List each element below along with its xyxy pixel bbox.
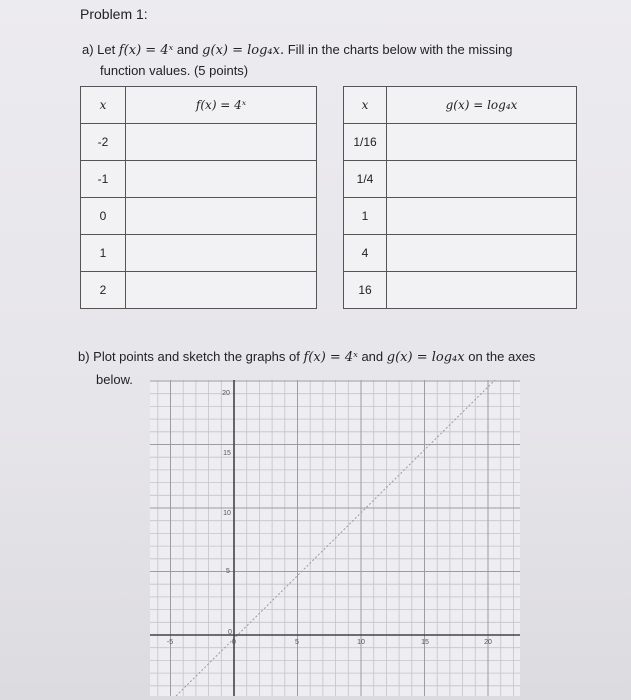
x-tick-label: 15: [421, 639, 429, 646]
table-row: [81, 235, 317, 272]
y-tick-label: 10: [223, 510, 231, 517]
x-tick-label: 5: [295, 639, 299, 646]
part-b-f-definition: f(x) = 4ˣ: [303, 350, 358, 365]
table-row: [344, 161, 577, 198]
table-header-row: [344, 87, 577, 124]
part-a-instructions: [82, 40, 602, 81]
x-column-header: x: [81, 87, 126, 124]
part-b-g-definition: g(x) = log₄x: [386, 350, 465, 365]
fx-column-header: f(x) = 4ˣ: [126, 87, 317, 124]
gx-answer-cell[interactable]: [387, 235, 577, 272]
table-row: [344, 272, 577, 309]
table-header-row: [81, 87, 317, 124]
y-tick-label: 20: [222, 390, 230, 397]
table-row: [344, 235, 577, 272]
part-a-line2: function values. (5 points): [100, 63, 249, 78]
x-value-cell: 1: [81, 235, 126, 272]
part-a-instruction: Fill in the charts below with the missing: [287, 42, 513, 57]
f-values-table: [80, 86, 317, 309]
part-b-prefix: b) Plot points and sketch the graphs of: [78, 349, 300, 364]
part-a-f-definition: f(x) = 4ˣ: [118, 43, 174, 58]
x-value-cell: -2: [81, 124, 126, 161]
table-row: [81, 272, 317, 309]
gx-column-header: g(x) = log₄x: [387, 87, 577, 124]
gx-answer-cell[interactable]: [387, 198, 577, 235]
table-row: [81, 161, 317, 198]
gx-answer-cell[interactable]: [387, 272, 577, 309]
x-column-header: x: [344, 87, 387, 124]
y-tick-label: 5: [226, 568, 230, 575]
x-value-cell: 0: [81, 198, 126, 235]
x-value-cell: 2: [81, 272, 126, 309]
fx-answer-cell[interactable]: [126, 124, 317, 161]
fx-answer-cell[interactable]: [126, 161, 317, 198]
fx-answer-cell[interactable]: [126, 198, 317, 235]
x-tick-label: 20: [484, 639, 492, 646]
table-row: [344, 124, 577, 161]
y-tick-label: 0: [228, 629, 232, 636]
x-value-cell: 4: [344, 235, 387, 272]
y-tick-label: 15: [223, 450, 231, 457]
fx-answer-cell[interactable]: [126, 235, 317, 272]
coordinate-grid[interactable]: [150, 380, 520, 696]
x-value-cell: 1/16: [344, 124, 387, 161]
gx-answer-cell[interactable]: [387, 161, 577, 198]
x-value-cell: 1/4: [344, 161, 387, 198]
table-row: [81, 124, 317, 161]
table-row: [81, 198, 317, 235]
gx-answer-cell[interactable]: [387, 124, 577, 161]
fx-answer-cell[interactable]: [126, 272, 317, 309]
x-value-cell: -1: [81, 161, 126, 198]
part-a-g-definition: g(x) = log₄x.: [202, 43, 285, 58]
problem-title: Problem 1:: [80, 6, 148, 22]
x-value-cell: 16: [344, 272, 387, 309]
x-tick-label: 10: [357, 639, 365, 646]
part-b-suffix: on the axes: [468, 349, 536, 364]
x-value-cell: 1: [344, 198, 387, 235]
part-a-prefix: a) Let: [82, 42, 116, 57]
part-a-and: and: [176, 42, 199, 57]
x-tick-label: -5: [166, 639, 174, 646]
table-row: [344, 198, 577, 235]
part-b-line2: below.: [96, 372, 133, 387]
g-values-table: [343, 86, 577, 309]
x-tick-label: 0: [232, 639, 236, 646]
part-b-and: and: [361, 349, 384, 364]
